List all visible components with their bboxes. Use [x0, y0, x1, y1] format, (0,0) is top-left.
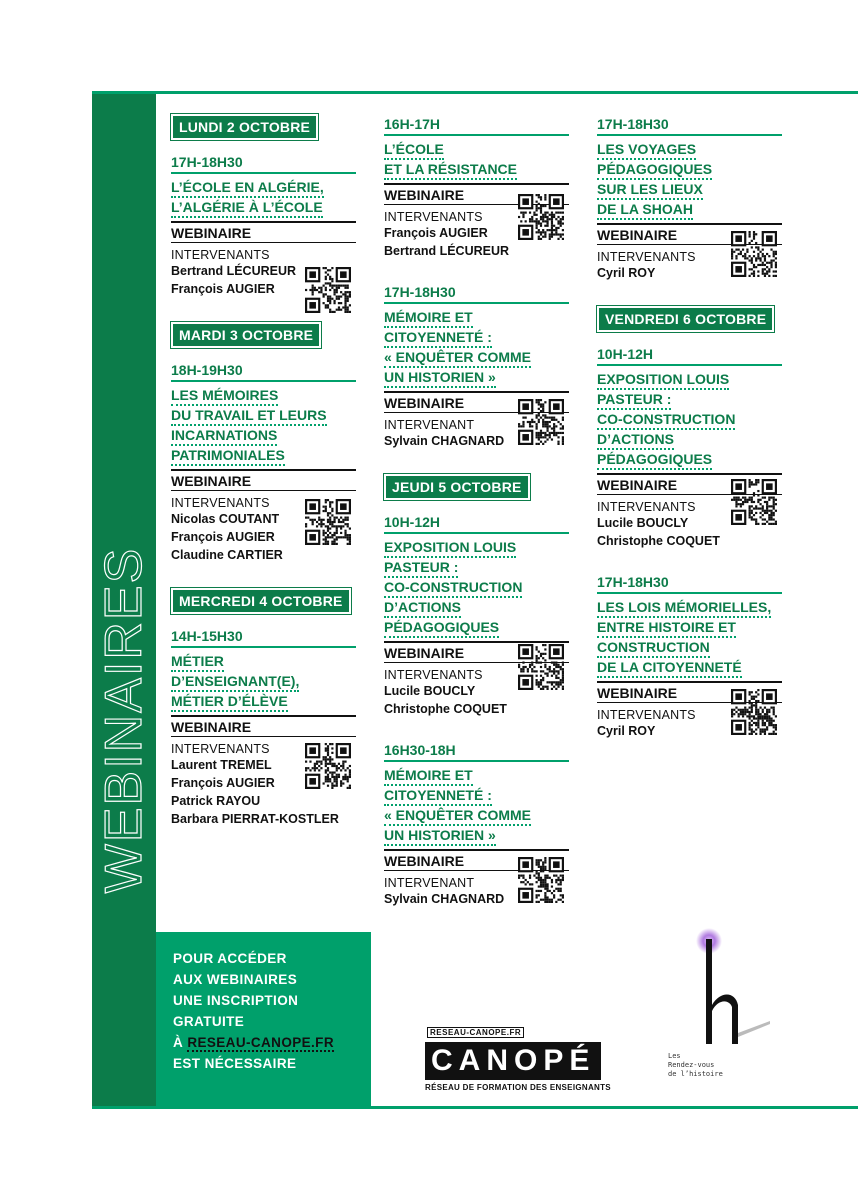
day-header-mardi: MARDI 3 OCTOBRE [171, 322, 321, 348]
qr-code-icon[interactable] [518, 194, 564, 240]
event-title-line: CITOYENNETÉ : [384, 787, 492, 806]
column-1 [171, 114, 361, 852]
top-rule [92, 91, 858, 94]
speaker-name: Cyril ROY [597, 266, 656, 280]
event-title-line: L’ÉCOLE EN ALGÉRIE, [171, 179, 324, 198]
column-3 [597, 116, 787, 764]
event-title-line: PATRIMONIALES [171, 447, 285, 466]
speaker-name: Bertrand LÉCUREUR [171, 264, 297, 278]
event-title-line: CITOYENNETÉ : [384, 329, 492, 348]
rendez-vous-caption [668, 1052, 723, 1079]
event-title-line: « ENQUÊTER COMME [384, 807, 531, 826]
event-card[interactable] [384, 116, 574, 260]
event-type: WEBINAIRE [384, 641, 569, 663]
event-type: WEBINAIRE [171, 715, 356, 737]
event-type: WEBINAIRE [597, 223, 782, 245]
event-title-line: DU TRAVAIL ET LEURS [171, 407, 327, 426]
event-title-line: « ENQUÊTER COMME [384, 349, 531, 368]
event-title-line: LES VOYAGES [597, 141, 696, 160]
event-card[interactable] [597, 346, 787, 550]
access-line: POUR ACCÉDER [173, 951, 287, 966]
event-title[interactable] [171, 386, 361, 466]
event-time: 16H30-18H [384, 742, 569, 762]
day-header-mercredi: MERCREDI 4 OCTOBRE [171, 588, 351, 614]
event-type: WEBINAIRE [171, 221, 356, 243]
speaker-name: Christophe COQUET [597, 534, 720, 548]
speakers-label: INTERVENANT [384, 418, 475, 432]
event-type: WEBINAIRE [171, 469, 356, 491]
event-title[interactable] [384, 766, 574, 846]
event-type: WEBINAIRE [384, 391, 569, 413]
event-title-line: EXPOSITION LOUIS [384, 539, 516, 558]
qr-code-icon[interactable] [305, 743, 351, 789]
canope-link[interactable]: RESEAU-CANOPE.FR [187, 1035, 334, 1050]
speaker-name: Sylvain CHAGNARD [384, 892, 505, 906]
event-card[interactable] [384, 284, 574, 450]
canope-url-tag: RESEAU-CANOPE.FR [427, 1027, 524, 1038]
event-card[interactable] [384, 514, 574, 718]
rdv-line: Les [668, 1052, 681, 1060]
event-title-line: DE LA SHOAH [597, 201, 693, 220]
qr-code-icon[interactable] [731, 231, 777, 277]
event-time: 17H-18H30 [597, 116, 782, 136]
event-card[interactable] [384, 742, 574, 908]
event-type: WEBINAIRE [597, 473, 782, 495]
canope-tagline: RÉSEAU DE FORMATION DES ENSEIGNANTS [425, 1083, 611, 1092]
event-title-line: CONSTRUCTION [597, 639, 710, 658]
speaker-name: Bertrand LÉCUREUR [384, 244, 510, 258]
event-card[interactable] [597, 116, 787, 282]
bottom-rule [92, 1106, 858, 1109]
event-title[interactable] [384, 140, 574, 180]
access-line: EST NÉCESSAIRE [173, 1056, 297, 1071]
speaker-name: Lucile BOUCLY [597, 516, 689, 530]
event-title-line: PASTEUR : [384, 559, 458, 578]
event-title-line: L’ÉCOLE [384, 141, 444, 160]
qr-code-icon[interactable] [731, 689, 777, 735]
event-time: 17H-18H30 [384, 284, 569, 304]
qr-code-icon[interactable] [518, 857, 564, 903]
day-header-lundi: LUNDI 2 OCTOBRE [171, 114, 318, 140]
speaker-name: Claudine CARTIER [171, 548, 283, 562]
event-title-line: DE LA CITOYENNETÉ [597, 659, 742, 678]
access-link-line [173, 1032, 363, 1053]
speaker-name: Barbara PIERRAT-KOSTLER [171, 812, 339, 826]
speaker-name: Lucile BOUCLY [384, 684, 476, 698]
speakers-label: INTERVENANTS [384, 210, 483, 224]
access-line: AUX WEBINAIRES [173, 972, 298, 987]
event-title-line: L’ALGÉRIE À L’ÉCOLE [171, 199, 323, 218]
event-time: 17H-18H30 [171, 154, 356, 174]
qr-code-icon[interactable] [305, 267, 351, 313]
speaker-name: François AUGIER [384, 226, 488, 240]
event-title-line: ENTRE HISTOIRE ET [597, 619, 736, 638]
event-title[interactable] [384, 308, 574, 388]
access-text [173, 948, 363, 1074]
event-title[interactable] [597, 598, 787, 678]
qr-code-icon[interactable] [518, 399, 564, 445]
event-title[interactable] [171, 652, 361, 712]
day-header-vendredi: VENDREDI 6 OCTOBRE [597, 306, 774, 332]
access-line: GRATUITE [173, 1014, 245, 1029]
event-time: 10H-12H [597, 346, 782, 366]
speakers-label: INTERVENANTS [597, 250, 696, 264]
event-title-line: UN HISTORIEN » [384, 369, 496, 388]
speakers-label: INTERVENANTS [384, 668, 483, 682]
speakers-label: INTERVENANTS [171, 248, 270, 262]
event-title-line: CO-CONSTRUCTION [384, 579, 522, 598]
access-info-box [156, 932, 371, 1106]
event-title-line: LES LOIS MÉMORIELLES, [597, 599, 771, 618]
event-title-line: PASTEUR : [597, 391, 671, 410]
rdv-line: Rendez-vous [668, 1061, 715, 1069]
event-card[interactable] [597, 574, 787, 740]
event-title[interactable] [384, 538, 574, 638]
speaker-name: François AUGIER [171, 282, 275, 296]
event-title-line: LES MÉMOIRES [171, 387, 278, 406]
event-card[interactable] [171, 628, 361, 828]
event-time: 14H-15H30 [171, 628, 356, 648]
qr-code-icon[interactable] [731, 479, 777, 525]
event-title-line: D’ACTIONS [597, 431, 674, 450]
speakers-label: INTERVENANTS [171, 742, 270, 756]
event-title-line: SUR LES LIEUX [597, 181, 703, 200]
column-2 [384, 116, 574, 932]
event-title[interactable] [597, 140, 787, 220]
event-title-line: EXPOSITION LOUIS [597, 371, 729, 390]
speaker-name: François AUGIER [171, 530, 275, 544]
event-type: WEBINAIRE [597, 681, 782, 703]
event-title-line: MÉTIER [171, 653, 224, 672]
speaker-name: Laurent TREMEL [171, 758, 272, 772]
qr-code-icon[interactable] [305, 499, 351, 545]
speakers-label: INTERVENANTS [597, 708, 696, 722]
event-title-line: UN HISTORIEN » [384, 827, 496, 846]
event-time: 17H-18H30 [597, 574, 782, 594]
speaker-name: Nicolas COUTANT [171, 512, 280, 526]
speaker-name: François AUGIER [171, 776, 275, 790]
canope-logo [425, 1022, 615, 1092]
event-title-line: D’ACTIONS [384, 599, 461, 618]
event-title-line: PÉDAGOGIQUES [597, 451, 712, 470]
access-prefix: À [173, 1035, 188, 1050]
event-title-line: INCARNATIONS [171, 427, 277, 446]
sidebar-title: WEBINAIRES [95, 546, 153, 894]
speaker-name: Sylvain CHAGNARD [384, 434, 505, 448]
speaker-name: Christophe COQUET [384, 702, 507, 716]
day-header-jeudi: JEUDI 5 OCTOBRE [384, 474, 530, 500]
event-card[interactable] [171, 362, 361, 564]
speakers-label: INTERVENANTS [171, 496, 270, 510]
event-card[interactable] [171, 154, 361, 298]
qr-code-icon[interactable] [518, 644, 564, 690]
rdv-line: de l’histoire [668, 1070, 723, 1078]
event-title[interactable] [597, 370, 787, 470]
event-title-line: MÉMOIRE ET [384, 309, 473, 328]
access-line: UNE INSCRIPTION [173, 993, 299, 1008]
canope-wordmark: CANOPÉ [425, 1042, 601, 1080]
speakers-label: INTERVENANT [384, 876, 475, 890]
event-time: 16H-17H [384, 116, 569, 136]
speaker-name: Patrick RAYOU [171, 794, 261, 808]
event-title-line: MÉTIER D’ÉLÈVE [171, 693, 288, 712]
event-type: WEBINAIRE [384, 183, 569, 205]
rendez-vous-logo-icon [690, 925, 780, 1050]
event-title-line: PÉDAGOGIQUES [384, 619, 499, 638]
event-title-line: CO-CONSTRUCTION [597, 411, 735, 430]
event-title-line: MÉMOIRE ET [384, 767, 473, 786]
event-time: 10H-12H [384, 514, 569, 534]
speakers-label: INTERVENANTS [597, 500, 696, 514]
event-title-line: ET LA RÉSISTANCE [384, 161, 517, 180]
event-title-line: PÉDAGOGIQUES [597, 161, 712, 180]
event-title[interactable] [171, 178, 361, 218]
event-time: 18H-19H30 [171, 362, 356, 382]
speaker-name: Cyril ROY [597, 724, 656, 738]
event-type: WEBINAIRE [384, 849, 569, 871]
event-title-line: D’ENSEIGNANT(E), [171, 673, 299, 692]
